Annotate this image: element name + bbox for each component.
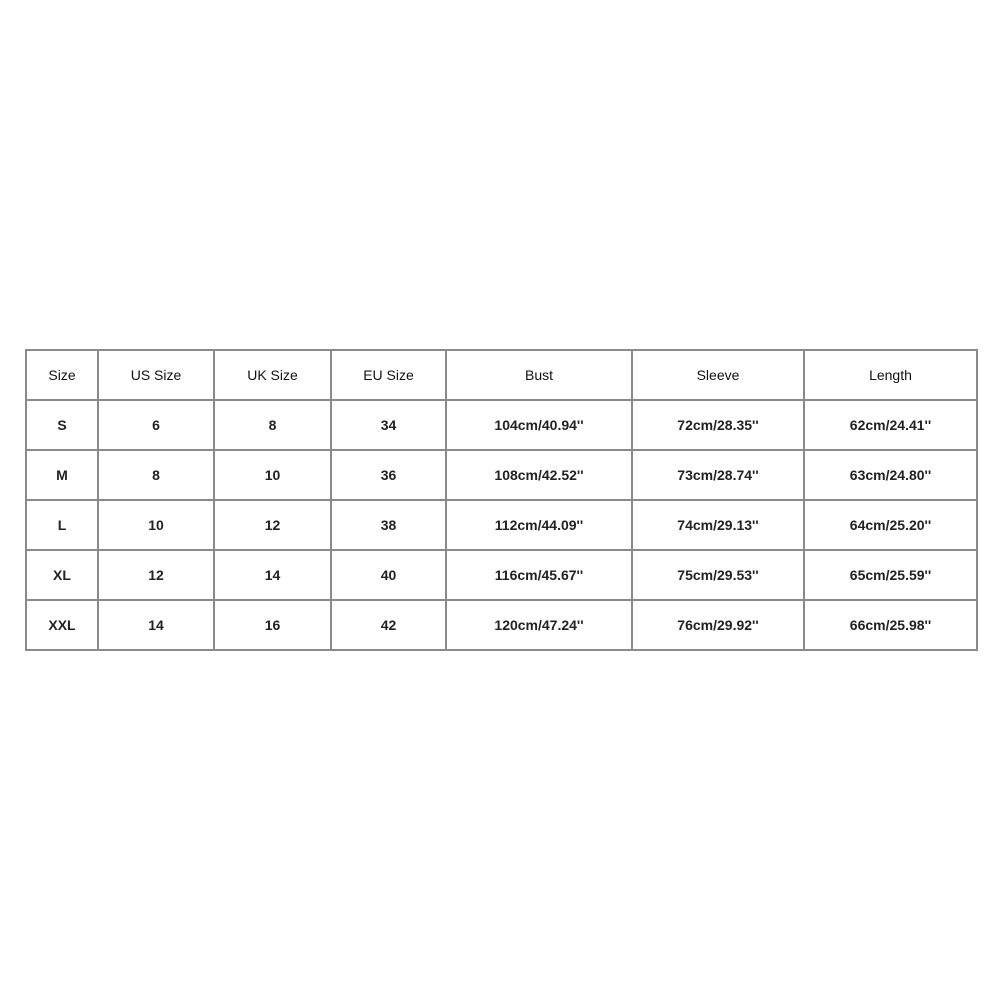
cell-size: M [26,450,98,500]
cell-sleeve: 76cm/29.92'' [632,600,804,650]
cell-sleeve: 75cm/29.53'' [632,550,804,600]
cell-uk-size: 14 [214,550,331,600]
cell-eu-size: 42 [331,600,446,650]
cell-us-size: 10 [98,500,214,550]
size-chart-table [25,349,978,651]
cell-eu-size: 38 [331,500,446,550]
column-header-sleeve: Sleeve [632,350,804,400]
cell-length: 66cm/25.98'' [804,600,977,650]
column-header-eu-size: EU Size [331,350,446,400]
cell-uk-size: 8 [214,400,331,450]
cell-sleeve: 74cm/29.13'' [632,500,804,550]
cell-bust: 116cm/45.67'' [446,550,632,600]
cell-bust: 108cm/42.52'' [446,450,632,500]
cell-us-size: 14 [98,600,214,650]
cell-length: 64cm/25.20'' [804,500,977,550]
cell-us-size: 6 [98,400,214,450]
table-row [26,550,977,600]
cell-bust: 104cm/40.94'' [446,400,632,450]
column-header-size: Size [26,350,98,400]
cell-uk-size: 10 [214,450,331,500]
cell-size: S [26,400,98,450]
cell-us-size: 8 [98,450,214,500]
cell-eu-size: 34 [331,400,446,450]
table-row [26,500,977,550]
table-row [26,600,977,650]
column-header-length: Length [804,350,977,400]
cell-us-size: 12 [98,550,214,600]
cell-bust: 120cm/47.24'' [446,600,632,650]
cell-length: 62cm/24.41'' [804,400,977,450]
cell-uk-size: 16 [214,600,331,650]
cell-length: 65cm/25.59'' [804,550,977,600]
cell-bust: 112cm/44.09'' [446,500,632,550]
column-header-us-size: US Size [98,350,214,400]
cell-eu-size: 36 [331,450,446,500]
column-header-uk-size: UK Size [214,350,331,400]
cell-size: XXL [26,600,98,650]
cell-sleeve: 73cm/28.74'' [632,450,804,500]
cell-length: 63cm/24.80'' [804,450,977,500]
table-row [26,400,977,450]
column-header-bust: Bust [446,350,632,400]
table-header-row [26,350,977,400]
table-row [26,450,977,500]
cell-uk-size: 12 [214,500,331,550]
cell-size: L [26,500,98,550]
cell-size: XL [26,550,98,600]
cell-eu-size: 40 [331,550,446,600]
cell-sleeve: 72cm/28.35'' [632,400,804,450]
